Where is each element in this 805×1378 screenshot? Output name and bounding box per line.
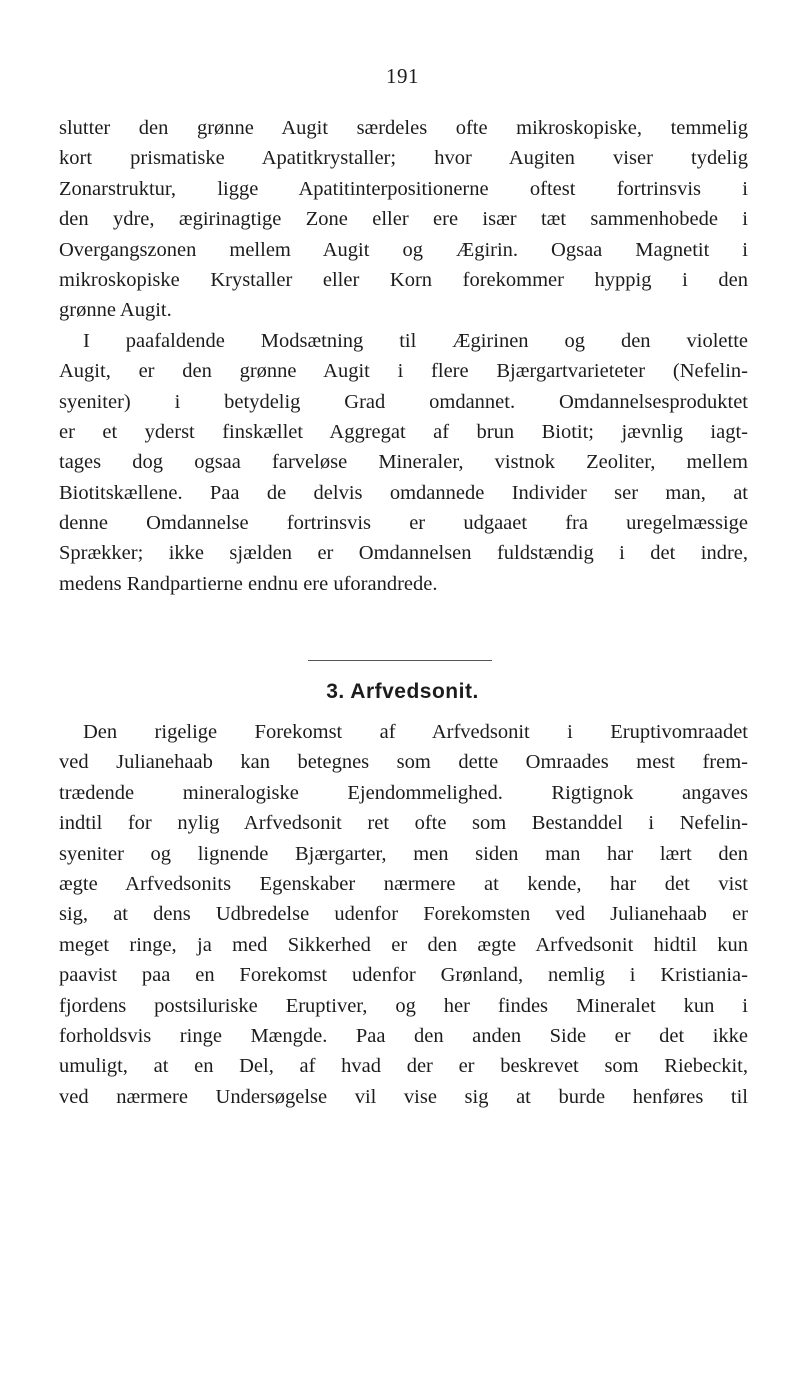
text-line: Sprækker; ikke sjælden er Omdannelsen fuldstændig i det indre,: [59, 542, 748, 565]
text-line: kort prismatiske Apatitkrystaller; hvor Augiten viser tydelig: [59, 147, 748, 170]
text-line: grønne Augit.: [59, 299, 172, 322]
text-line: ægte Arfvedsonits Egenskaber nærmere at kende, har det vist: [59, 872, 748, 895]
text-line: umuligt, at en Del, af hvad der er beskrevet som Riebeckit,: [59, 1055, 748, 1078]
text-line: denne Omdannelse fortrinsvis er udgaaet fra uregelmæssige: [59, 512, 748, 535]
text-line: Biotitskællene. Paa de delvis omdannede Individer ser man, at: [59, 481, 748, 504]
text-line: ved Julianehaab kan betegnes som dette Omraades mest frem-: [59, 751, 748, 774]
text-line: syeniter og lignende Bjærgarter, men siden man har lært den: [59, 842, 748, 865]
text-line: er et yderst finskællet Aggregat af brun Biotit; jævnlig iagt-: [59, 420, 748, 443]
text-line: slutter den grønne Augit særdeles ofte mikroskopiske, temmelig: [59, 117, 748, 139]
text-line: medens Randpartierne endnu ere uforandrede.: [59, 572, 438, 595]
text-line: Den rigelige Forekomst af Arfvedsonit i Eruptivomraadet: [83, 721, 748, 743]
text-line: Augit, er den grønne Augit i flere Bjærgartvarieteter (Nefelin-: [59, 360, 748, 383]
text-line: den ydre, ægirinagtige Zone eller ere især tæt sammenhobede i: [59, 208, 748, 231]
section-divider: [308, 660, 492, 661]
text-line: indtil for nylig Arfvedsonit ret ofte som Bestanddel i Nefelin-: [59, 812, 748, 835]
text-line: trædende mineralogiske Ejendommelighed. Rigtignok angaves: [59, 781, 748, 804]
text-line: Overgangszonen mellem Augit og Ægirin. Ogsaa Magnetit i: [59, 238, 748, 261]
text-block-upper: [59, 113, 748, 599]
text-line: fjordens postsiluriske Eruptiver, og her findes Mineralet kun i: [59, 994, 748, 1017]
text-line: forholdsvis ringe Mængde. Paa den anden Side er det ikke: [59, 1024, 748, 1047]
page-number: 191: [386, 64, 419, 88]
text-line: syeniter) i betydelig Grad omdannet. Omdannelsesproduktet: [59, 390, 748, 413]
text-line: paavist paa en Forekomst udenfor Grønland, nemlig i Kristiania-: [59, 964, 748, 987]
text-block-lower: [59, 717, 748, 1112]
text-line: ved nærmere Undersøgelse vil vise sig at burde henføres til: [59, 1085, 748, 1108]
text-line: sig, at dens Udbredelse udenfor Forekomsten ved Julianehaab er: [59, 903, 748, 926]
text-line: tages dog ogsaa farveløse Mineraler, vistnok Zeoliter, mellem: [59, 451, 748, 474]
text-line: I paafaldende Modsætning til Ægirinen og den violette: [83, 329, 748, 352]
section-heading: 3. Arfvedsonit.: [326, 680, 479, 703]
text-line: meget ringe, ja med Sikkerhed er den ægte Arfvedsonit hidtil kun: [59, 933, 748, 956]
text-line: mikroskopiske Krystaller eller Korn forekommer hyppig i den: [59, 268, 748, 291]
text-line: Zonarstruktur, ligge Apatitinterpositionerne oftest fortrinsvis i: [59, 177, 748, 200]
